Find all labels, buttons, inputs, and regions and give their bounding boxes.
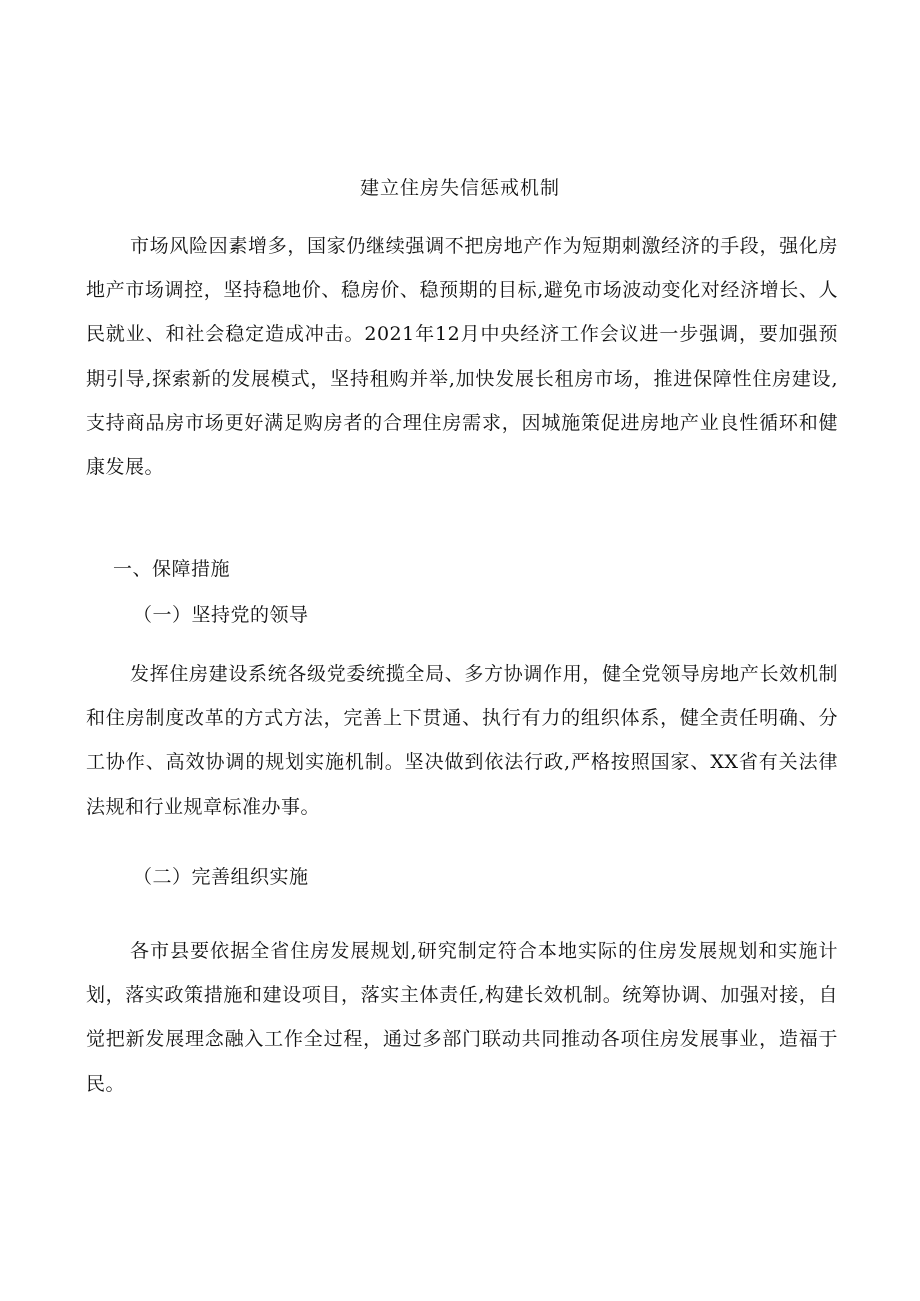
- sub-heading-organization: （二）完善组织实施: [133, 866, 309, 888]
- section-heading: 一、保障措施: [113, 558, 231, 580]
- document-title: 建立住房失信惩戒机制: [359, 177, 560, 199]
- organization-paragraph: 各市县要依据全省住房发展规划,研究制定符合本地实际的住房发展规划和实施计划，落实政策措施和建设项目，落实主体责任,构建长效机制。统筹协调、加强对接，自觉把新发展理念融入工作全过程，通过多部门联动共同推动各项住房发展事业，造福于民。: [86, 940, 838, 1095]
- party-leadership-paragraph: 发挥住房建设系统各级党委统揽全局、多方协调作用，健全党领导房地产长效机制和住房制度改革的方式方法，完善上下贯通、执行有力的组织体系，健全责任明确、分工协作、高效协调的规划实施机制。坚决做到依法行政,严格按照国家、XX省有关法律法规和行业规章标准办事。: [86, 663, 838, 818]
- intro-paragraph: 市场风险因素增多，国家仍继续强调不把房地产作为短期刺激经济的手段，强化房地产市场调控，坚持稳地价、稳房价、稳预期的目标,避免市场波动变化对经济增长、人民就业、和社会稳定造成冲击。2021年12月中央经济工作会议进一步强调，要加强预期引导,探索新的发展模式，坚持租购并举,加快发展长租房市场，推进保障性住房建设,支持商品房市场更好满足购房者的合理住房需求，因城施策促进房地产业良性循环和健康发展。: [86, 235, 838, 479]
- sub-heading-party-leadership: （一）坚持党的领导: [133, 604, 309, 626]
